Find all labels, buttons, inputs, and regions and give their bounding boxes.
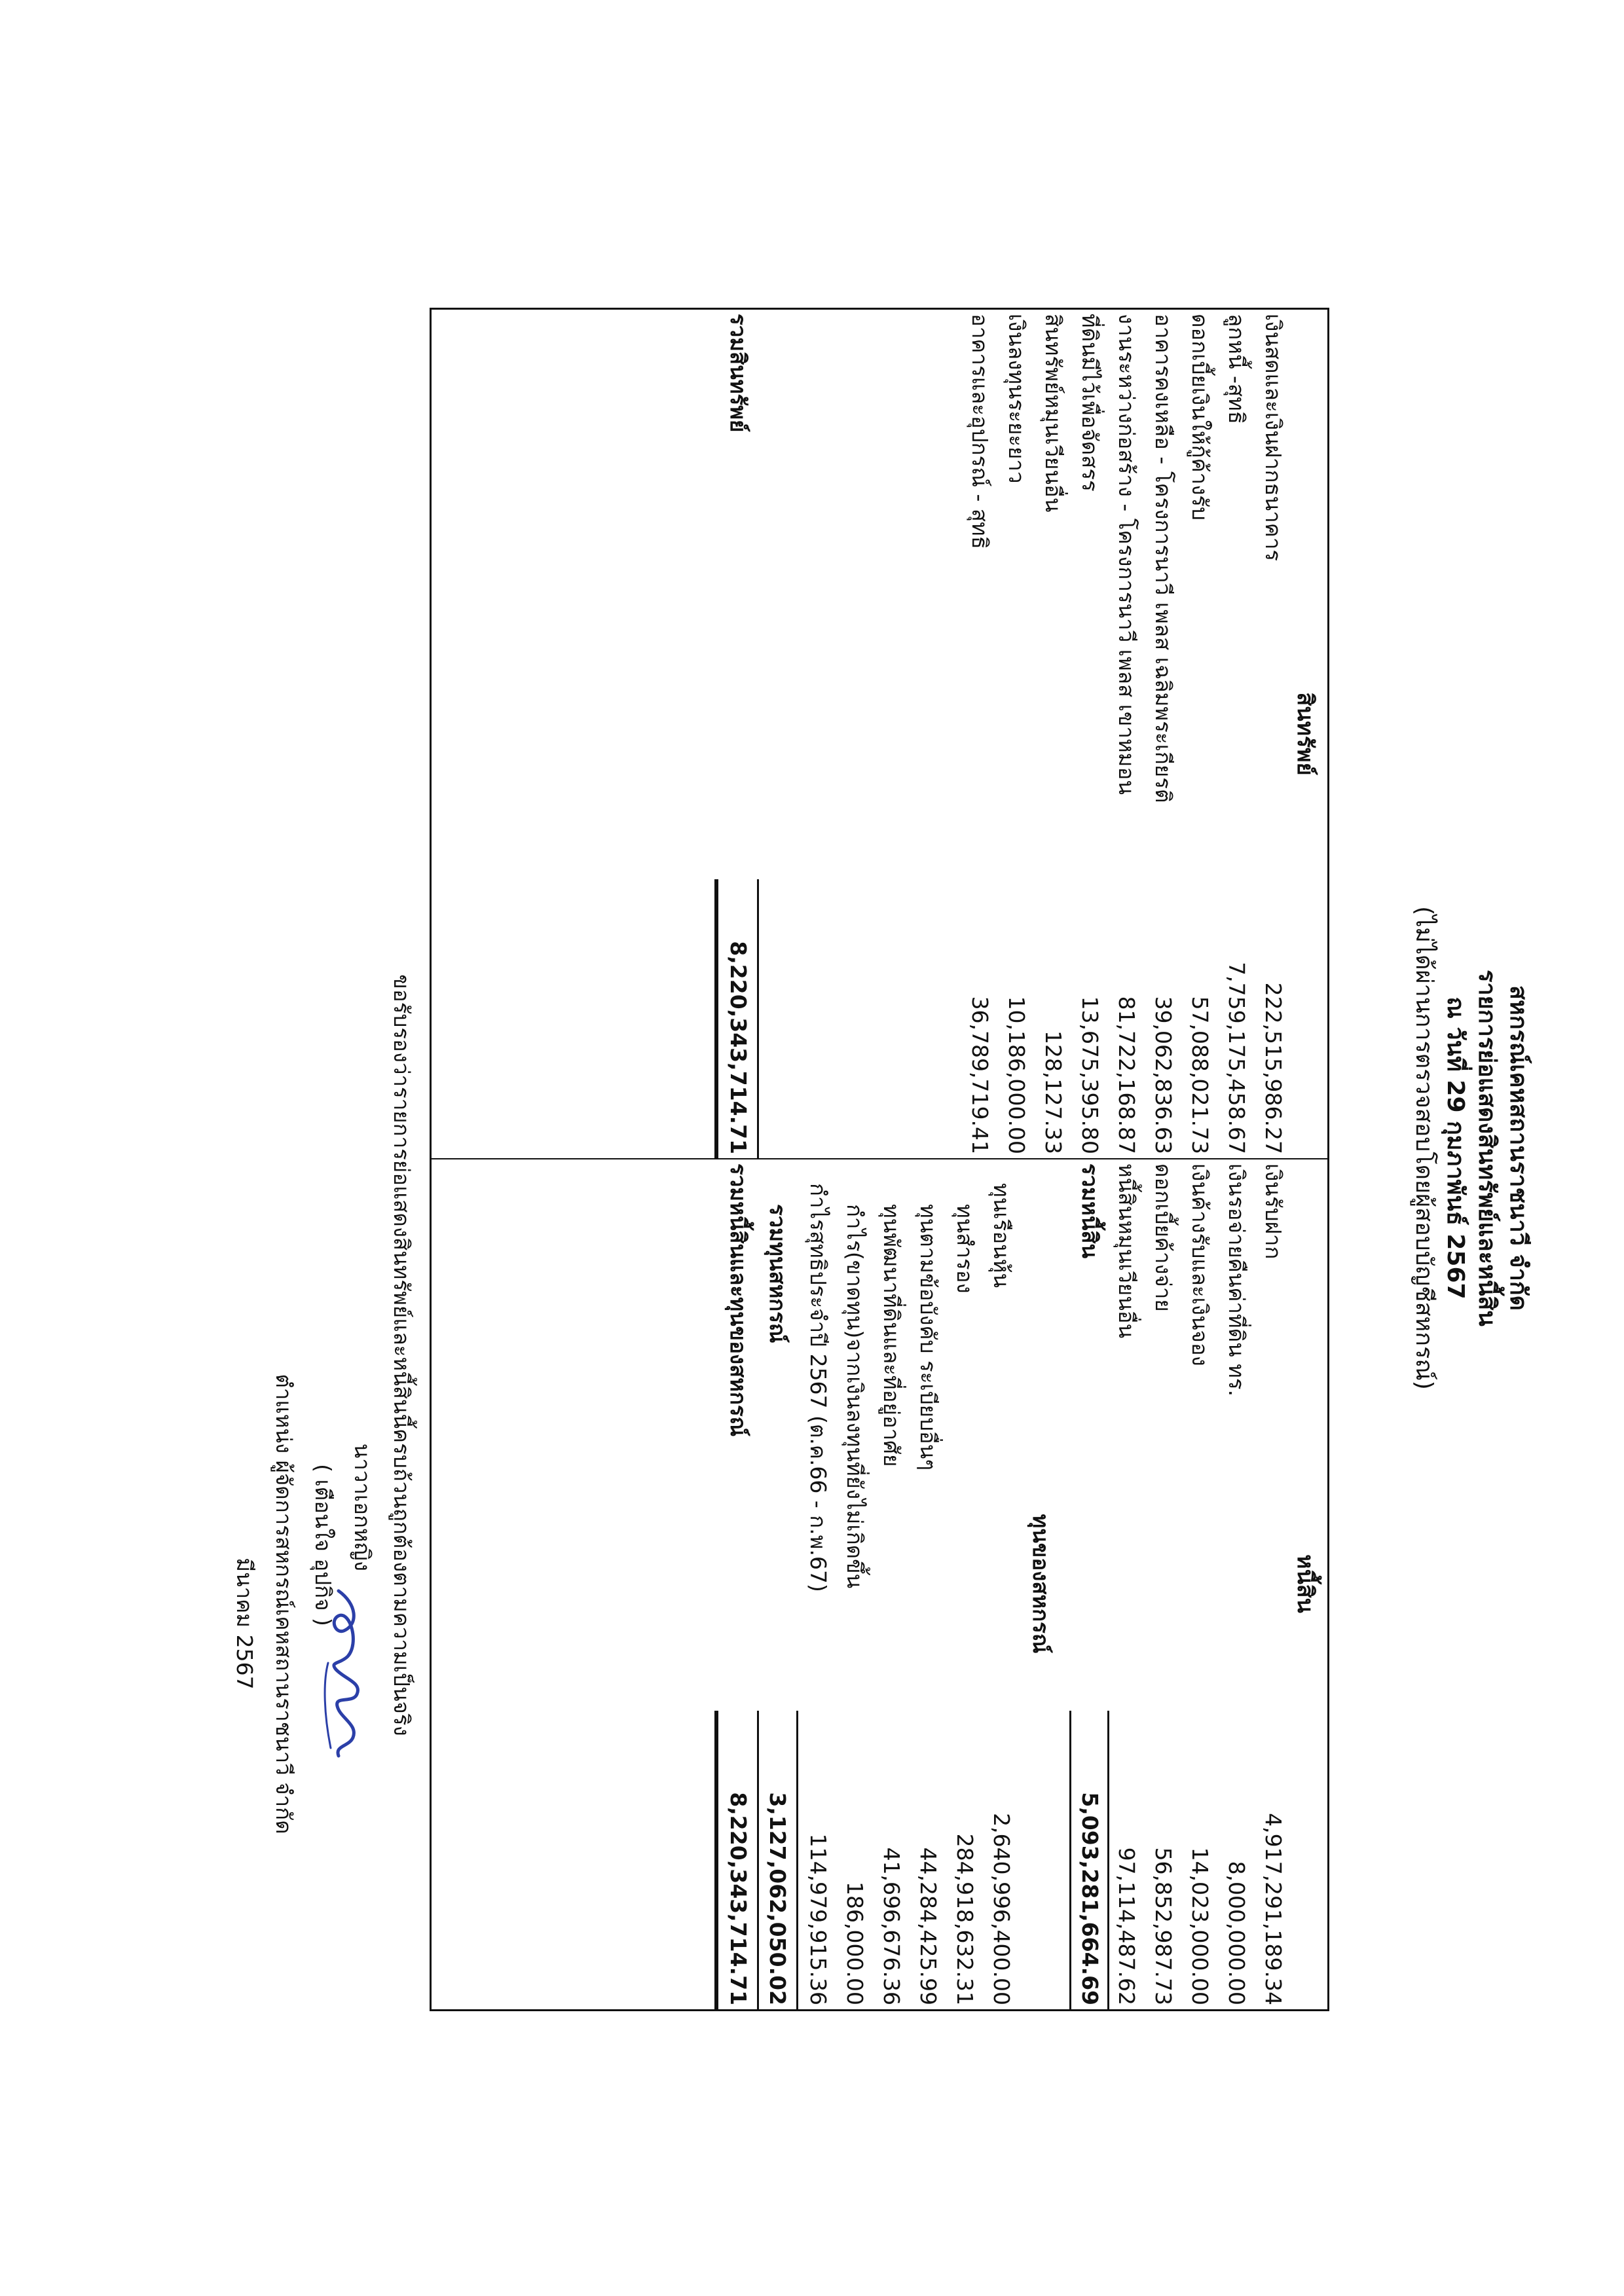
certification-date: มีนาคม 2567 [232, 1558, 257, 1690]
asset-label-equipment: อาคารและอุปกรณ์ - สุทธิ [967, 314, 993, 549]
equity-amount-unrealized-gain: 186,000.00 [842, 1882, 868, 2005]
assets-total-top-rule [757, 879, 759, 1158]
liability-amount-deposits: 4,917,291,189.34 [1261, 1813, 1286, 2005]
asset-amount-long-term-investment: 10,186,000.00 [1004, 996, 1029, 1154]
asset-amount-land: 13,675,395.80 [1077, 996, 1103, 1154]
liability-amount-other-current: 97,114,487.62 [1114, 1847, 1139, 2005]
equity-total-amount: 3,127,062,050.02 [765, 1792, 790, 2005]
equity-total-label: รวมทุนสหกรณ์ [765, 1204, 790, 1343]
audit-note: (ไม่ได้ผ่านการตรวจสอบโดยผู้สอบบัญชีสหกรณ์) [1411, 906, 1437, 1390]
liability-label-land-refund: เงินรอจ่ายคืนค่าที่ดิน ทร. [1224, 1163, 1249, 1397]
signer-name: ( เตือนใจ อุปกิจ ) [310, 1464, 336, 1626]
asset-amount-accrued-interest: 57,088,021.73 [1187, 996, 1213, 1154]
liability-label-deposits: เงินรับฝาก [1261, 1163, 1286, 1260]
asset-label-land: ที่ดินมีไว้เพื่อจัดสรร [1077, 314, 1103, 492]
asset-amount-equipment: 36,789,719.41 [967, 996, 993, 1154]
statement-date: ณ วันที่ 29 กุมภาพันธ์ 2567 [1442, 996, 1469, 1300]
asset-amount-construction: 81,722,168.87 [1114, 996, 1139, 1154]
equity-amount-net-profit: 114,979,915.36 [805, 1833, 831, 2005]
liability-label-other-current: หนี้สินหมุนเวียนอื่น [1114, 1163, 1139, 1339]
equity-subtotal-rule [796, 1711, 798, 2009]
grand-total-double-rule [714, 1711, 718, 2009]
liabilities-total-amount: 5,093,281,664.69 [1077, 1792, 1103, 2005]
equity-amount-regulation-funds: 44,284,425.99 [915, 1847, 941, 2005]
certification-statement: ขอรับรองว่ารายการย่อแสดงสินทรัพย์และหนี้สินนี้ครบถ้วนถูกต้องตามความเป็นจริง [389, 974, 415, 1736]
assets-heading: สินทรัพย์ [1292, 692, 1318, 776]
asset-label-accrued-interest: ดอกเบี้ยเงินให้กู้ค้างรับ [1187, 314, 1213, 520]
asset-label-cash: เงินสดและเงินฝากธนาคาร [1261, 314, 1286, 562]
asset-label-construction: งานระหว่างก่อสร้าง - โครงการนาวี เพลส เขาหมอน [1114, 314, 1139, 795]
asset-amount-cash: 222,515,986.27 [1261, 982, 1286, 1154]
liability-amount-accrued-interest: 56,852,987.73 [1151, 1847, 1176, 2005]
grand-total-top-rule [757, 1711, 759, 2009]
equity-label-share-capital: ทุนเรือนหุ้น [989, 1183, 1014, 1288]
equity-amount-land-development-fund: 41,696,676.36 [879, 1847, 904, 2005]
grand-total-label: รวมหนี้สินและทุนของสหกรณ์ [726, 1163, 751, 1437]
balance-sheet-table [430, 308, 1329, 2011]
equity-label-net-profit: กำไรสุทธิประจำปี 2567 (ต.ค.66 - ก.พ.67) [805, 1183, 831, 1592]
equity-amount-share-capital: 2,640,996,400.00 [989, 1813, 1014, 2005]
equity-amount-reserve: 284,918,632.31 [952, 1833, 978, 2005]
equity-heading: ทุนของสหกรณ์ [1028, 1514, 1054, 1654]
assets-total-amount: 8,220,343,714.71 [726, 941, 751, 1154]
asset-label-other-current: สินทรัพย์หมุนเวียนอื่น [1041, 314, 1066, 513]
signer-position: ตำแหน่ง ผู้จัดการสหกรณ์เคหสถานราชนาวี จำกัด [271, 1374, 297, 1834]
liabilities-heading: หนี้สิน [1292, 1554, 1318, 1613]
asset-amount-buildings-remaining: 39,062,836.63 [1151, 996, 1176, 1154]
liability-label-accrued-interest: ดอกเบี้ยค้างจ่าย [1151, 1163, 1176, 1312]
asset-amount-receivables: 7,759,175,458.67 [1224, 962, 1249, 1154]
asset-label-long-term-investment: เงินลงทุนระยะยาว [1004, 314, 1029, 484]
liability-label-reservations: เงินค้างรับและเงินจอง [1187, 1163, 1213, 1366]
signer-rank: นาวาเอกหญิง [350, 1443, 375, 1571]
asset-label-receivables: ลูกหนี้ -สุทธิ [1224, 314, 1249, 424]
asset-label-buildings-remaining: อาคารคงเหลือ - โครงการนาวี เพลส เฉลิมพระเกียรติ [1151, 314, 1176, 803]
statement-title: รายการย่อแสดงสินทรัพย์และหนี้สิน [1473, 970, 1500, 1326]
liability-amount-land-refund: 8,000,000.00 [1224, 1861, 1249, 2005]
assets-total-double-rule [714, 879, 718, 1158]
equity-label-land-development-fund: ทุนพัฒนาที่ดินและที่อยู่อาศัย [879, 1204, 904, 1467]
asset-amount-other-current: 128,127.33 [1041, 1030, 1066, 1154]
organization-name: สหกรณ์เคหสถานราชนาวี จำกัด [1505, 985, 1532, 1311]
assets-total-label: รวมสินทรัพย์ [726, 314, 751, 433]
equity-label-reserve: ทุนสำรอง [952, 1204, 978, 1294]
column-divider [432, 1158, 1327, 1159]
grand-total-amount: 8,220,343,714.71 [726, 1792, 751, 2005]
liabilities-total-rule [1069, 1711, 1071, 2009]
equity-label-regulation-funds: ทุนตามข้อบังคับ ระเบียบอื่นๆ [915, 1204, 941, 1471]
liabilities-total-label: รวมหนี้สิน [1077, 1163, 1103, 1259]
liability-amount-reservations: 14,023,000.00 [1187, 1847, 1213, 2005]
equity-label-unrealized-gain: กำไร(ขาดทุน)จากเงินลงทุนที่ยังไม่เกิดขึ้น [842, 1204, 868, 1589]
